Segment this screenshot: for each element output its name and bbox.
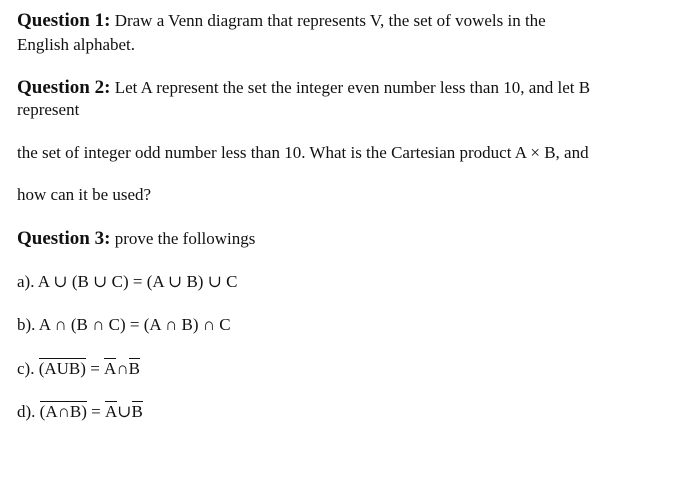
question-2-label: Question 2: xyxy=(17,77,111,98)
question-1-label: Question 1: xyxy=(17,10,111,31)
item-c-prefix: c). xyxy=(17,359,39,378)
question-2-line-4: how can it be used? xyxy=(17,185,152,204)
item-c-complement-a: A xyxy=(104,359,117,378)
question-3-text: prove the followings xyxy=(110,229,256,248)
item-c-complement-b: B xyxy=(128,359,140,378)
item-d-operator: ∪ xyxy=(117,402,132,421)
question-1-text: Draw a Venn diagram that represents V, the set of vowels in the xyxy=(110,11,546,30)
question-1-line-2: English alphabet. xyxy=(17,35,136,54)
item-a xyxy=(17,272,238,292)
question-2-line-2: represent xyxy=(17,100,80,119)
item-b xyxy=(17,315,231,335)
item-d-prefix: d). xyxy=(17,402,40,421)
item-b-prefix: b). xyxy=(17,315,39,334)
item-d-complement-a: A xyxy=(104,402,118,421)
item-b-expression: A ∩ (B ∩ C) = (A ∩ B) ∩ C xyxy=(38,315,231,334)
question-2-line-1 xyxy=(17,78,590,98)
item-a-expression: A ∪ (B ∪ C) = (A ∪ B) ∪ C xyxy=(37,272,238,291)
question-2-line-3: the set of integer odd number less than 10. What is the Cartesian product A × B, and xyxy=(17,143,589,162)
question-1-line-1 xyxy=(17,11,546,31)
item-c xyxy=(17,358,140,379)
item-c-operator: ∩ xyxy=(116,359,129,378)
question-3-line xyxy=(17,229,255,249)
item-c-complement-lhs: (AUB) xyxy=(38,359,86,378)
item-d xyxy=(17,401,143,422)
question-3-label: Question 3: xyxy=(17,228,111,249)
item-d-complement-lhs: (A∩B) xyxy=(39,402,87,421)
item-c-equals: = xyxy=(85,359,105,378)
item-d-equals: = xyxy=(86,402,105,421)
item-d-complement-b: B xyxy=(131,402,143,421)
question-2-text: Let A represent the set the integer even number less than 10, and let B xyxy=(110,78,591,97)
item-a-prefix: a). xyxy=(17,272,38,291)
